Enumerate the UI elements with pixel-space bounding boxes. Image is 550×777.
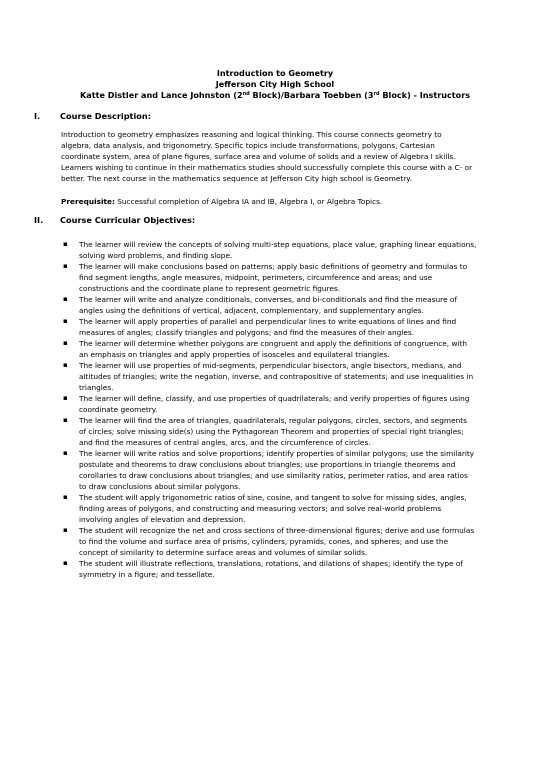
section-number: II. [34,215,44,225]
objective-line: measures of angles; classify triangles and polygons; and find the measures of their angles. [79,328,415,337]
objectives-list [61,239,531,580]
section-title: Course Description: [60,111,152,121]
objective-line: an emphasis on triangles and apply properties of isosceles and equilateral triangles. [79,350,390,359]
bullet-icon: ▪ [63,526,68,534]
bullet-icon: ▪ [63,317,68,325]
objective-line: The student will apply trigonometric ratios of sine, cosine, and tangent to solve for missing sides, angles, [79,493,467,502]
objective-line: altitudes of triangles; write the negation, inverse, and contrapositive of statements; and use inequalities in [79,372,474,381]
course-description [61,129,521,184]
description-line: Introduction to geometry emphasizes reasoning and logical thinking. This course connects geometry to [61,130,442,139]
section-heading-objectives [34,215,195,226]
bullet-icon: ▪ [63,339,68,347]
objective-item [61,261,531,294]
objective-line: The learner will define, classify, and use properties of quadrilaterals; and verify properties of figures using [79,394,470,403]
objective-item [61,525,531,558]
prerequisite-label: Prerequisite: [61,197,115,206]
objective-line: triangles. [79,383,114,392]
school-name: Jefferson City High School [215,79,335,89]
ordinal-suffix-b: rd [373,91,380,97]
section-title: Course Curricular Objectives: [60,215,196,225]
bullet-icon: ▪ [63,361,68,369]
objective-line: angles using the definitions of vertical, adjacent, complementary, and supplementary angles. [79,306,424,315]
objective-line: The learner will find the area of triangles, quadrilaterals, regular polygons, circles, sectors, and segments [79,416,467,425]
objective-line: The learner will use properties of mid-segments, perpendicular bisectors, angle bisectors, medians, and [79,361,462,370]
objective-line: symmetry in a figure; and tessellate. [79,570,215,579]
objective-item [61,338,531,360]
objective-line: to draw conclusions about similar polygons. [79,482,241,491]
description-line: better. The next course in the mathematics sequence at Jefferson City high school is Geometry. [61,174,412,183]
bullet-icon: ▪ [63,394,68,402]
objective-item [61,448,531,492]
ordinal-suffix-a: nd [242,91,250,97]
objective-item [61,360,531,393]
objective-line: The learner will write ratios and solve proportions; identify properties of similar polygons; use the similarity [79,449,475,458]
objective-line: The student will recognize the net and cross sections of three-dimensional figures; derive and use formulas [79,526,475,535]
instructors-line [0,90,550,101]
instructors-text-b: Block)/Barbara Toebben (3 [249,90,374,100]
objective-item [61,239,531,261]
objective-line: The student will illustrate reflections, translations, rotations, and dilations of shapes; identify the type of [79,559,463,568]
objective-item [61,316,531,338]
bullet-icon: ▪ [63,416,68,424]
objective-line: postulate and theorems to draw conclusions about triangles; use proportions in triangle theorems and [79,460,456,469]
description-line: Learners wishing to continue in their mathematics studies should successfully complete this course with a C- or [61,163,473,172]
objective-line: The learner will make conclusions based on patterns; apply basic definitions of geometry and formulas to [79,262,468,271]
prerequisite [61,196,521,207]
bullet-icon: ▪ [63,493,68,501]
objective-line: and find the measures of central angles, arcs, and the circumference of circles. [79,438,371,447]
objective-line: The learner will determine whether polygons are congruent and apply the definitions of congruence, with [79,339,468,348]
objective-line: The learner will apply properties of parallel and perpendicular lines to write equations of lines and find [79,317,457,326]
objective-line: constructions and the coordinate plane to represent geometric figures. [79,284,341,293]
bullet-icon: ▪ [63,559,68,567]
objective-item [61,492,531,525]
bullet-icon: ▪ [63,262,68,270]
objective-line: involving angles of elevation and depression. [79,515,246,524]
bullet-icon: ▪ [63,240,68,248]
instructors-text-a: Katte Distler and Lance Johnston (2 [79,90,243,100]
objective-item [61,558,531,580]
course-title: Introduction to Geometry [216,68,334,78]
objective-line: The learner will review the concepts of solving multi-step equations, place value, graphing linear equations, [79,240,477,249]
description-line: coordinate system, area of plane figures, surface area and volume of solids and a review of Algebra I skills. [61,152,456,161]
objective-line: corollaries to draw conclusions about triangles; and use similarity ratios, perimeter ratios, and area ratios [79,471,468,480]
objective-line: finding areas of polygons, and constructing and measuring vectors; and solve real-world problems [79,504,442,513]
objective-line: find segment lengths, angle measures, midpoint, perimeters, circumference and areas; and use [79,273,433,282]
objective-line: concept of similarity to determine surface areas and volumes of similar solids. [79,548,368,557]
section-heading-description [34,111,151,122]
objective-item [61,415,531,448]
objective-line: solving word problems, and finding slope. [79,251,233,260]
objective-item [61,393,531,415]
objective-line: to find the volume and surface area of prisms, cylinders, pyramids, cones, and spheres; and use the [79,537,449,546]
section-number: I. [34,111,41,121]
objective-item [61,294,531,316]
objective-line: coordinate geometry. [79,405,158,414]
instructors-text-c: Block) - Instructors [379,90,471,100]
prerequisite-text: Successful completion of Algebra IA and IB, Algebra I, or Algebra Topics. [114,197,383,206]
description-line: algebra, data analysis, and trigonometry. Specific topics include transformations, polygons, Cartesian [61,141,435,150]
bullet-icon: ▪ [63,449,68,457]
bullet-icon: ▪ [63,295,68,303]
objective-line: of circles; solve missing side(s) using the Pythagorean Theorem and properties of special right triangles; [79,427,464,436]
objective-line: The learner will write and analyze conditionals, converses, and bi-conditionals and find the measure of [79,295,457,304]
